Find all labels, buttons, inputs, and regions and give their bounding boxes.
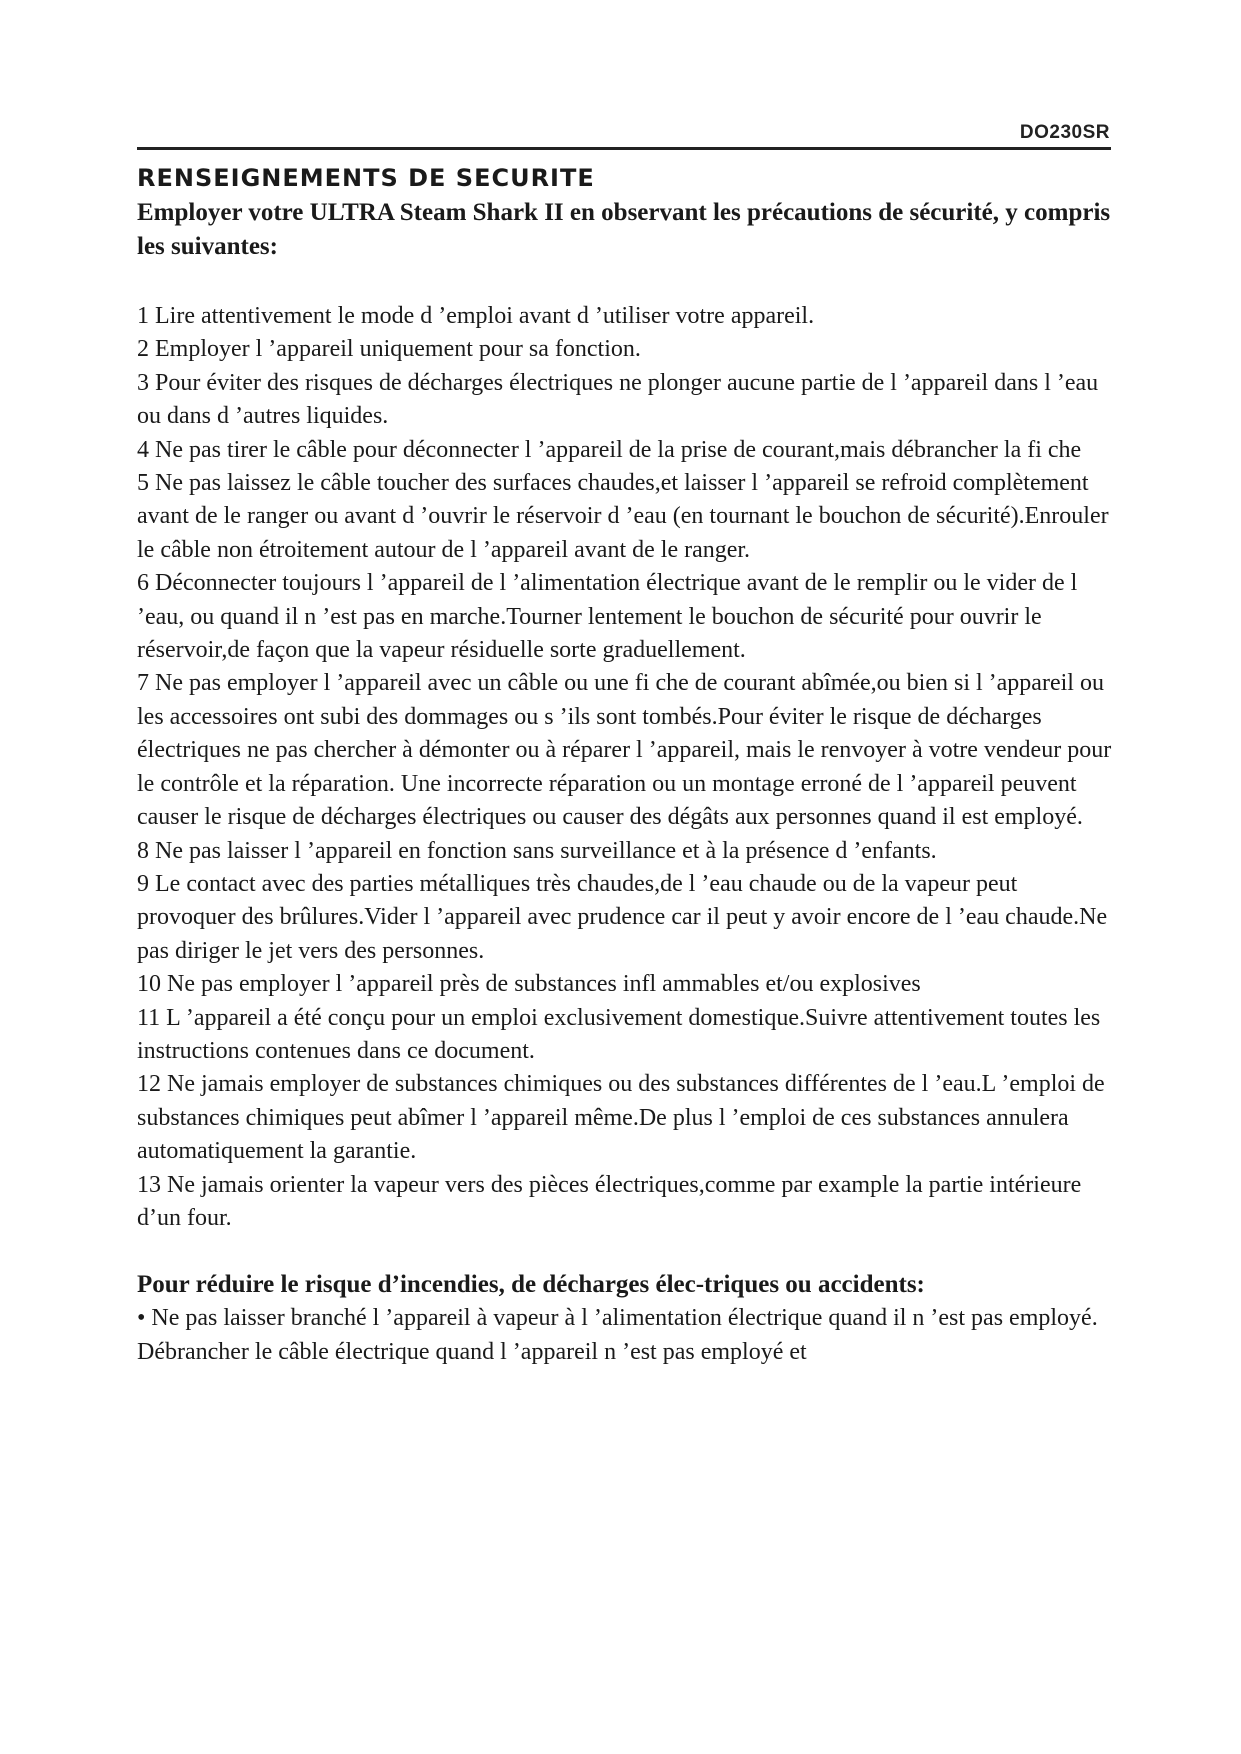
safety-item: 2 Employer l ’appareil uniquement pour sa fonction. (137, 336, 641, 363)
page-content (137, 160, 1117, 1369)
safety-item: 4 Ne pas tirer le câble pour déconnecter l ’appareil de la prise de courant,mais débrancher la fi che (137, 436, 1082, 463)
model-code: DO230SR (1019, 122, 1110, 143)
safety-item: 5 Ne pas laissez le câble toucher des surfaces chaudes,et laisser l ’appareil se refroid complètement avant de le ranger ou avant d ’ouvrir le réservoir d ’eau (en tournant le bouchon de sécurité).Enrouler le câble non étroitement autour de l ’appareil avant de le ranger. (137, 470, 1109, 563)
header-rule (137, 147, 1111, 150)
safety-item: 3 Pour éviter des risques de décharges électriques ne plonger aucune partie de l ’appareil dans l ’eau ou dans d ’autres liquides. (137, 369, 1099, 430)
subsection-title: Pour réduire le risque d’incendies, de décharges élec-triques ou accidents: (137, 1271, 925, 1299)
section-title: RENSEIGNEMENTS DE SECURITE (137, 164, 595, 192)
safety-item: 10 Ne pas employer l ’appareil près de substances infl ammables et/ou explosives (137, 971, 921, 998)
safety-item: 13 Ne jamais orienter la vapeur vers des pièces électriques,comme par example la partie intérieure d’un four. (137, 1171, 1082, 1231)
safety-item: 12 Ne jamais employer de substances chimiques ou des substances différentes de l ’eau.L ’emploi de substances chimiques peut abîmer l ’appareil même.De plus l ’emploi de ces substances annulera automatiquement la garantie. (137, 1071, 1105, 1165)
safety-item: 8 Ne pas laisser l ’appareil en fonction sans surveillance et à la présence d ’enfants. (137, 837, 937, 864)
safety-item: 9 Le contact avec des parties métalliques très chaudes,de l ’eau chaude ou de la vapeur peut provoquer des brûlures.Vider l ’appareil avec prudence car il peut y avoir encore de l ’eau chaude.Ne pas diriger le jet vers des personnes. (137, 870, 1108, 964)
safety-item: 1 Lire attentivement le mode d ’emploi avant d ’utiliser votre appareil. (137, 303, 815, 329)
safety-item: 6 Déconnecter toujours l ’appareil de l ’alimentation électrique avant de le remplir ou le vider de l ’eau, ou quand il n ’est pas en marche.Tourner lentement le bouchon de sécurité pour ouvrir le réservoir,de façon que la vapeur résiduelle sorte graduellement. (137, 570, 1078, 664)
safety-item: 11 L ’appareil a été conçu pour un emploi exclusivement domestique.Suivre attentivement toutes les instructions contenues dans ce document. (137, 1004, 1101, 1064)
safety-list (137, 300, 1117, 1235)
section-intro: Employer votre ULTRA Steam Shark II en observant les précautions de sécurité, y compris les suivantes: (137, 199, 1111, 260)
safety-item: 7 Ne pas employer l ’appareil avec un câble ou une fi che de courant abîmée,ou bien si l ’appareil ou les accessoires ont subi des dommages ou s ’ils sont tombés.Pour éviter le risque de décharges électriques ne pas chercher à démonter ou à réparer l ’appareil, mais le renvoyer à votre vendeur pour le contrôle et la réparation. Une incorrecte réparation ou un montage erroné de l ’appareil peuvent causer le risque de décharges électriques ou causer des dégâts aux personnes quand il est employé. (137, 670, 1112, 831)
bullet-item: • Ne pas laisser branché l ’appareil à vapeur à l ’alimentation électrique quand il n ’est pas employé. Débrancher le câble électrique quand l ’appareil n ’est pas employé et (137, 1305, 1098, 1365)
